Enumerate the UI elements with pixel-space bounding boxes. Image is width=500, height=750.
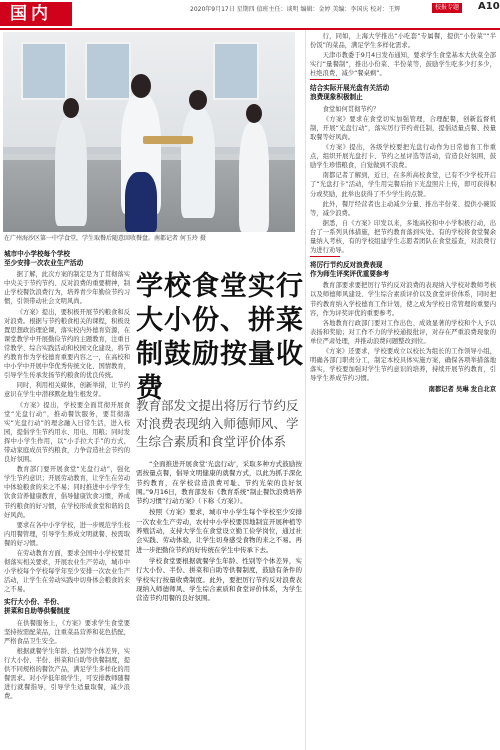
paragraph: 据悉，自《方案》印发以来，多地高校和中小学积极行动，出台了一系列具体措施，把节约教育落到实处。有的学校将食堂餐余量纳入考核，有的学校组建学生志愿者团队在食堂巡查，对浪费行为进行劝导。 bbox=[310, 219, 496, 255]
headline-deck: 教育部发文提出将厉行节约反对浪费表现纳入师德师风、学生综合素质和食堂评价体系 bbox=[136, 398, 299, 449]
paragraph: 南都记者了解到，近日，在多所高校食堂，已有不少学校开启了“光盘打卡”活动，学生用完餐后拍下光盘照片上传，即可获得积分或奖励，此举也获得了不少学生的点赞。 bbox=[310, 172, 496, 198]
news-photo bbox=[3, 32, 295, 232]
paragraph: 教育部要求要把厉行节约反对浪费的表现纳入学校对教师考核以及师德师风建设、学生综合素质评价以及食堂评价体系，同时把节约教育纳入学校德育工作计划，使之成为学校日常管理的重要内容，作为评奖评优的重要参考。 bbox=[310, 282, 496, 317]
right-subhead-1: 结合实际开展光盘有关活动 浪费现象积极制止 bbox=[310, 84, 390, 102]
left-subhead-1: 城市中小学校每个学校 至少安排一次农业生产活动 bbox=[4, 250, 84, 267]
lead-paragraph: 按照《方案》要求，城市中小学生每个学校至少安排一次农业生产劳动，农村中小学校要因地制宜开展种植等养殖活动，支持大学生在食堂设立勤工俭学岗位，通过社会实践、劳动体验，让学生切身感受食物的来之不易。再进一步把勤俭节约的好传统在学生中传承下去。 bbox=[136, 508, 302, 554]
left-column bbox=[4, 246, 130, 703]
paragraph: 《方案》提出，要积极开展节约粮食和反对浪费。根据与节约粮食相关的课程，积极设置思想政治理论课，落实校内外德育资源，在课堂教学中开展勤俭节约的主题教育，注重日常教学、综合实践活动和校园文化建设，将节约教育作为学校德育重要内容之一，在高校和中小学中开展中华优秀传统文化、国情教育，引导学生传承发扬节约粮食的优良传统。 bbox=[4, 308, 130, 380]
right-column bbox=[310, 32, 496, 394]
paragraph: 《方案》还要求，学校要成立以校长为组长的工作领导小组，明确各部门职责分工，制定本校具体实施方案，确保各项举措落地落实，学校要加强对学生节约意识的培养，持续开展节约教育，引导学生养成节约习惯。 bbox=[310, 348, 496, 383]
issue-meta: 2020年9月17日 星期四 值班主任：谈明 编辑：金婷 美编：李国庆 校对：王辉 bbox=[190, 6, 401, 13]
left-subhead-2: 实行大小份、半份、 拼菜和自助等供餐制度 bbox=[4, 598, 70, 616]
lead-paragraph: “全面推进开展食堂‘光盘行动’，采取多种方式鼓励按需按量点餐，倡导文明健康的就餐方式，以此为抓手深化节约教育，在学校营造浪费可耻、节约光荣的良好氛围。”9月16日，教育部发布《教育系统“制止餐饮浪费培养节约习惯”行动方案》（下称《方案》）。 bbox=[136, 460, 302, 506]
byline: 南都记者 吴琳 发自北京 bbox=[428, 386, 496, 394]
section-tag: 国内 bbox=[0, 2, 72, 26]
lead-paragraph: 学校食堂要根据就餐学生年龄、性别等个体差异，实行大小份、半份、拼菜和自助等供餐制度，鼓励有条件的学校实行按量收费制度。此外，要把厉行节约反对浪费表现纳入师德师风、学生综合素质和食堂评价体系，为学生营造节约用餐的良好氛围。 bbox=[136, 556, 302, 603]
paragraph: 在劳动教育方面，要求全国中小学校要贯彻落实相关要求，开展农业生产劳动，城市中小学校每个学校每学年至少安排一次农业生产活动，让学生在劳动实践中切身体会粮食的来之不易。 bbox=[4, 550, 130, 594]
paragraph: 要求在各中小学学校，进一步规范学生校内用餐管理，引导学生养成文明就餐、按需取餐的好习惯。 bbox=[4, 521, 130, 547]
paragraph: 各地教育行政部门要对工作出色、成效显著的学校和个人予以表扬和奖励；对工作不力的学校通报批评，对存在严重浪费现象的单位严肃处理，并推动浪费问题整改到位。 bbox=[310, 319, 496, 345]
paragraph: 根据就餐学生年龄、性别等个体差异，实行大小份、半份、拼菜和自助等供餐制度，提供不同规格的餐饮产品，满足学生多样化的用餐需求。对小学低年级学生，可安排教师随餐进行就餐指导，引导学生适量取餐，减少浪费。 bbox=[4, 647, 130, 701]
header-rule bbox=[0, 28, 500, 30]
paragraph: 《方案》要求在食堂切实加强管理，合理配餐，创新监督机制，开展“光盘行动”，落实厉行节约责任制，提倡适量点餐、按量取餐等好风尚。 bbox=[310, 115, 496, 141]
lead-text bbox=[136, 460, 302, 605]
right-subhead-2: 将厉行节约反对浪费表现 作为师生评奖评优重要参考 bbox=[310, 261, 390, 278]
paragraph: 天津市教委于9月4日发布通知，要求学生食堂基本大伙菜全部实行“量餐制”，推出小份菜、半份菜等，鼓励学生吃多少打多少，杜绝浪费，减少“餐桌剩”。 bbox=[310, 52, 496, 78]
paragraph: 食堂如何贯彻节约？ bbox=[322, 105, 380, 113]
paragraph: 此外，餐厅经营者也主动减少分量、推出半份菜、提供小碗饭等，减少浪费。 bbox=[310, 200, 496, 217]
paragraph: 《方案》提出，各级学校要把光盘行动作为日常德育工作重点，组织开展光盘打卡、节约之星评选等活动，营造良好氛围，鼓励学生珍惜粮食，自觉做到不浪费。 bbox=[310, 144, 496, 170]
photo-caption: 在广州海沙区第一中学食堂，学生取餐后随意回收餐盘。南都记者 何玉玲 摄 bbox=[4, 235, 206, 242]
section-chip: 校报专题 bbox=[432, 3, 462, 13]
paragraph: 《方案》提出，学校要全面贯彻开展食堂“光盘行动”，推动餐饮服务，要贯彻落实“光盘行动”的理念融入日常生活，进入校园，提倡学生节约用水、用电、用粮；同时发挥中小学生作用，以“小手拉大手”的方式，带动家庭成员节约粮食，力争营造社会节约的良好氛围。 bbox=[4, 401, 130, 464]
headline: 学校食堂实行大小份、拼菜制鼓励按量收费 bbox=[136, 271, 304, 404]
paragraph: 教育部门要开展食堂“光盘行动”，强化学生节约意识；开展劳动教育，让学生在劳动中体验粮食的来之不易；同时推进中小学学生饮食营养健康教育，倡导健康饮食习惯，养成节约粮食的好习惯，在学校形成食堂和谐的良好风尚。 bbox=[4, 466, 130, 519]
paragraph: 行，同如，上海大学推出“小吃套”专属餐，提供“小份菜”“半份饭”的菜品，满足学生多样化需求。 bbox=[310, 33, 496, 50]
column-divider bbox=[305, 30, 306, 750]
paragraph: 据了解，此次方案的制定是为了贯彻落实中央关于节约节约、反对浪费的重要精神，制止学校餐饮浪费行为，培养青少年勤俭节约习惯，引领带动社会文明风尚。 bbox=[4, 271, 130, 306]
paragraph: 同时，利用相关媒体，创新举措，让节约意识在学生中潜移默化地生根发芽。 bbox=[4, 382, 130, 399]
page-number: A10 bbox=[478, 1, 500, 12]
paragraph: 在供餐服务上，《方案》要求学生食堂要坚持按需配菜品，注重菜品营养和花色搭配，严格食品卫生安全。 bbox=[4, 619, 130, 645]
